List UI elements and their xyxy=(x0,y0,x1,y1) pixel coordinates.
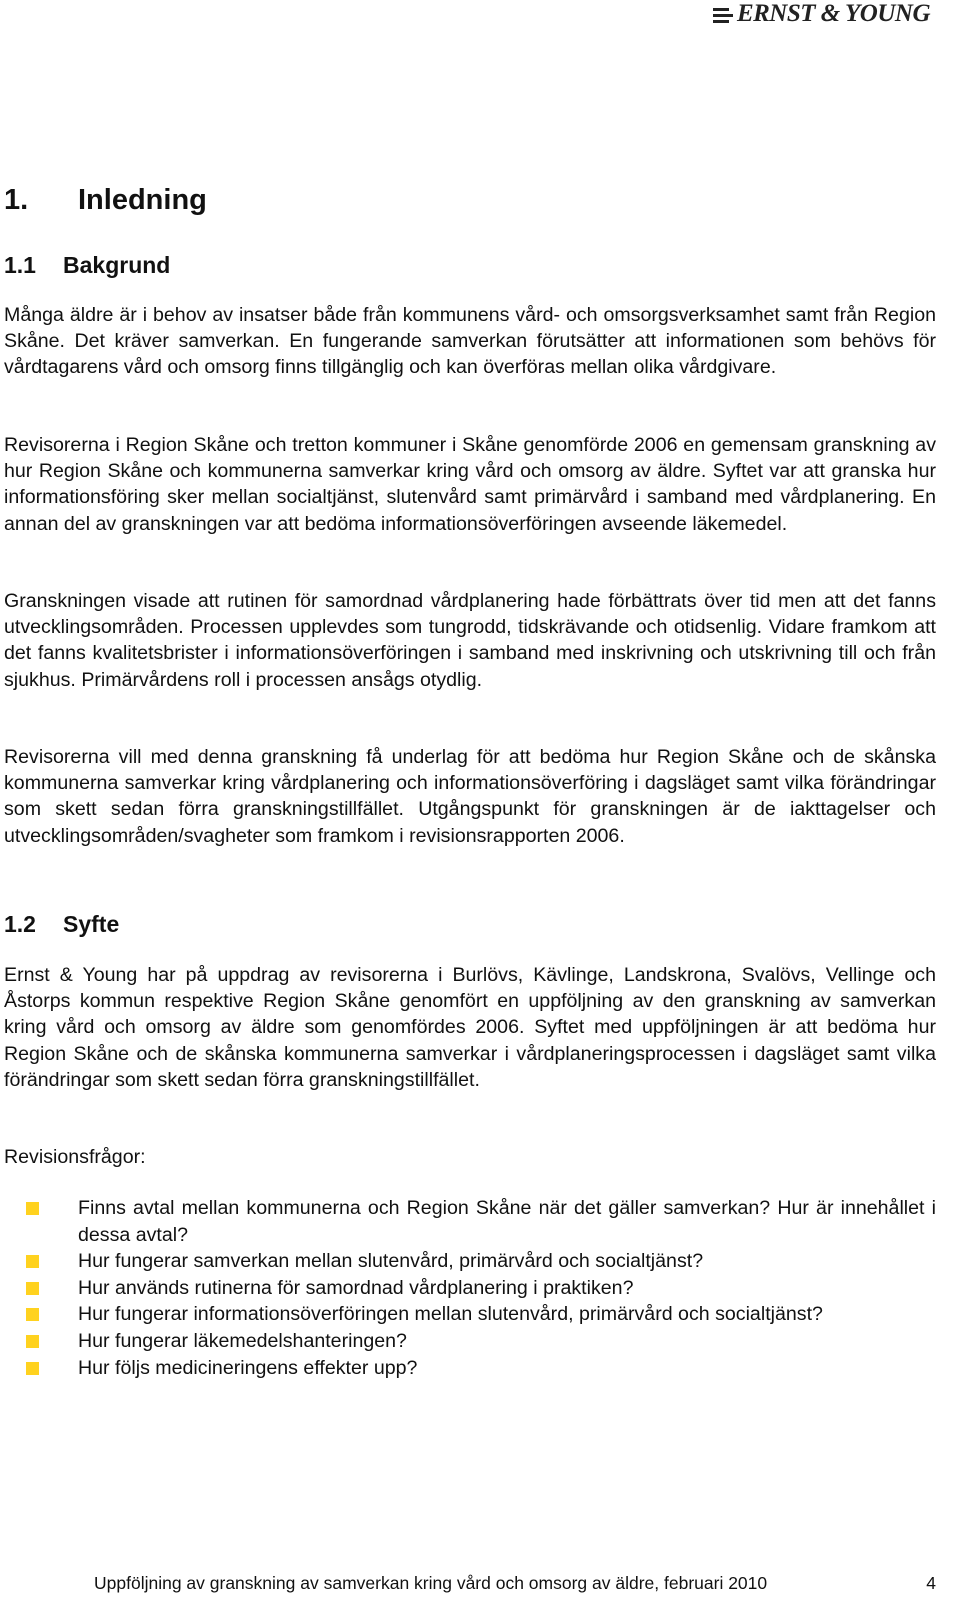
list-item: Hur fungerar samverkan mellan slutenvård, primärvård och socialtjänst? xyxy=(4,1248,936,1275)
chapter-title: Inledning xyxy=(78,184,207,216)
list-item: Hur följs medicineringens effekter upp? xyxy=(4,1355,936,1382)
paragraph: Ernst & Young har på uppdrag av revisorerna i Burlövs, Kävlinge, Landskrona, Svalövs, Vellinge och Åstorps kommun respektive Region Skåne genomfört en uppföljning av den granskning av samverkan kring vård och omsorg av äldre som genomfördes 2006. Syftet med uppföljningen är att bedöma hur Region Skåne och de skånska kommunerna samverkar i vårdplaneringsprocessen i dagsläget samt vilka förändringar som skett sedan förra granskningstillfället. xyxy=(4,964,936,1091)
square-bullet-icon xyxy=(26,1255,39,1268)
square-bullet-icon xyxy=(26,1308,39,1321)
square-bullet-icon xyxy=(26,1282,39,1295)
list-item: Hur används rutinerna för samordnad vårdplanering i praktiken? xyxy=(4,1275,936,1302)
paragraph: Många äldre är i behov av insatser både från kommunens vård- och omsorgsverksamhet samt från Region Skåne. Det kräver samverkan. En fungerande samverkan förutsätter att informationen som behövs för vårdtagarens vård och omsorg finns tillgänglig och kan överföras mellan olika vårdgivare. xyxy=(4,304,936,379)
section-heading-bakgrund xyxy=(4,251,170,279)
square-bullet-icon xyxy=(26,1335,39,1348)
list-item: Finns avtal mellan kommunerna och Region Skåne när det gäller samverkan? Hur är innehållet i dessa avtal? xyxy=(4,1195,936,1248)
list-item: Hur fungerar informationsöverföringen mellan slutenvård, primärvård och socialtjänst? xyxy=(4,1301,936,1328)
ey-bars-logo-icon xyxy=(713,8,733,23)
section-heading-syfte xyxy=(4,910,119,938)
square-bullet-icon xyxy=(26,1362,39,1375)
company-logo xyxy=(713,0,930,28)
section-number: 1.2 xyxy=(4,911,36,937)
square-bullet-icon xyxy=(26,1202,39,1215)
footer-title: Uppföljning av granskning av samverkan kring vård och omsorg av äldre, februari 2010 xyxy=(94,1573,768,1593)
chapter-heading xyxy=(4,183,207,217)
section-title: Bakgrund xyxy=(63,252,171,278)
section-title: Syfte xyxy=(63,911,120,937)
revision-questions-list xyxy=(4,1195,936,1381)
paragraph: Revisorerna vill med denna granskning få underlag för att bedöma hur Region Skåne och de skånska kommunerna samverkar kring vårdplanering och informationsöverföring i dagsläget samt vilka förändringar som skett sedan förra granskningstillfället. Utgångspunkt för granskningen är de iakttagelser och utvecklingsområden/svagheter som framkom i revisionsrapporten 2006. xyxy=(4,746,936,847)
logo-text: ERNST & YOUNG xyxy=(736,0,930,27)
paragraph: Granskningen visade att rutinen för samordnad vårdplanering hade förbättrats över tid men att det fanns utvecklingsområden. Processen upplevdes som tungrodd, tidskrävande och otidsenlig. Vidare framkom att det fanns kvalitetsbrister i informationsöverföringen i samband med inskrivning och utskrivning till och från sjukhus. Primärvårdens roll i processen ansågs otydlig. xyxy=(4,590,936,691)
page-number: 4 xyxy=(926,1573,936,1593)
chapter-number: 1. xyxy=(4,184,29,216)
revisionsfragor-label: Revisionsfrågor: xyxy=(4,1146,146,1168)
page-footer xyxy=(94,1572,936,1594)
list-item: Hur fungerar läkemedelshanteringen? xyxy=(4,1328,936,1355)
paragraph: Revisorerna i Region Skåne och tretton kommuner i Skåne genomförde 2006 en gemensam granskning av hur Region Skåne och kommunerna samverkar kring vård och omsorg av äldre. Syftet var att granska hur informationsföring sker mellan socialtjänst, slutenvård samt primärvård i samband med vårdplanering. En annan del av granskningen var att bedöma informationsöverföringen avseende läkemedel. xyxy=(4,434,936,535)
section-number: 1.1 xyxy=(4,252,36,278)
